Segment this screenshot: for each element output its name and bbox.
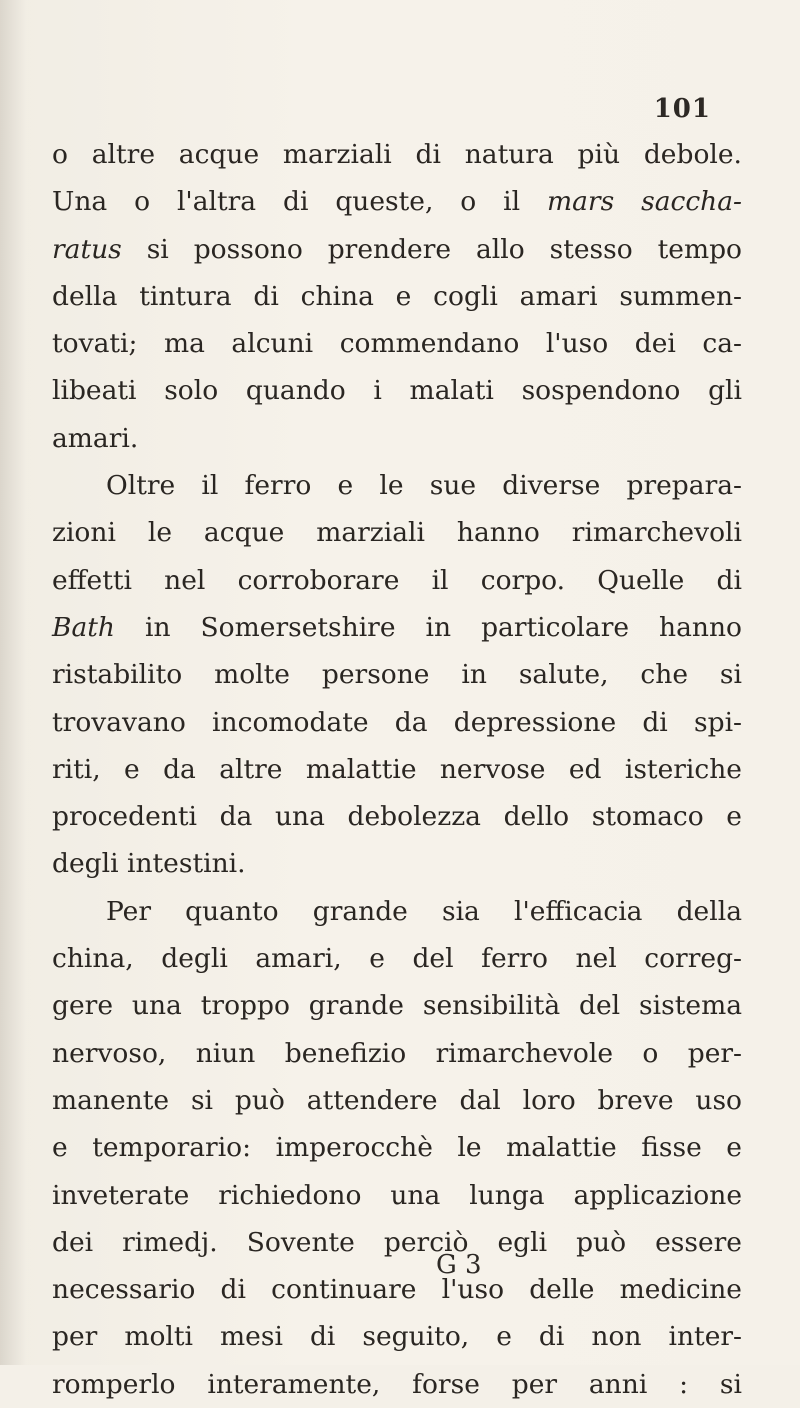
text-line: necessario di continuare l'uso delle medicine	[52, 1274, 742, 1306]
paragraph-start-line: Oltre il ferro e le sue diverse prepara-	[106, 470, 742, 502]
text-line: della tintura di china e cogli amari summen-	[52, 280, 742, 312]
gutter-shadow	[0, 0, 26, 1365]
signature-mark: G 3	[436, 1250, 482, 1280]
text-line: e temporario: imperocchè le malattie fisse e	[52, 1132, 742, 1164]
paragraph-start-line: Per quanto grande sia l'efficacia della	[106, 895, 742, 927]
text-line: china, degli amari, e del ferro nel correg-	[52, 943, 742, 975]
text-line: riti, e da altre malattie nervose ed isteriche	[52, 753, 742, 785]
body-text	[52, 131, 742, 1408]
text-line: Bath in Somersetshire in particolare hanno	[52, 611, 742, 643]
italic-term: ratus	[52, 233, 122, 265]
text-line: degli intestini.	[52, 848, 246, 880]
text-line: dei rimedj. Sovente perciò egli può essere	[52, 1226, 742, 1258]
text-line: amari.	[52, 422, 139, 454]
text-line: manente si può attendere dal loro breve uso	[52, 1084, 742, 1116]
text-line: ristabilito molte persone in salute, che si	[52, 659, 742, 691]
text-line: gere una troppo grande sensibilità del sistema	[52, 990, 742, 1022]
text-line: libeati solo quando i malati sospendono gli	[52, 375, 742, 407]
text-line: romperlo interamente, forse per anni : si	[52, 1368, 742, 1400]
text-line: nervoso, niun benefizio rimarchevole o per-	[52, 1037, 742, 1069]
text-line: tovati; ma alcuni commendano l'uso dei ca-	[52, 328, 742, 360]
text-line: Una o l'altra di queste, o il mars saccha-	[52, 186, 742, 218]
text-line: trovavano incomodate da depressione di spi-	[52, 706, 742, 738]
italic-term: mars saccha-	[547, 186, 742, 218]
text-line: per molti mesi di seguito, e di non inter-	[52, 1321, 742, 1353]
text-line: inveterate richiedono una lunga applicazione	[52, 1179, 742, 1211]
text-line: o altre acque marziali di natura più debole.	[52, 139, 742, 170]
text-line: zioni le acque marziali hanno rimarchevoli	[52, 517, 742, 549]
text-line: procedenti da una debolezza dello stomaco e	[52, 801, 742, 833]
page-number: 101	[653, 94, 711, 124]
text-line: effetti nel corroborare il corpo. Quelle di	[52, 564, 742, 596]
italic-term: Bath	[52, 611, 115, 643]
text-line: ratus si possono prendere allo stesso tempo	[52, 233, 742, 265]
